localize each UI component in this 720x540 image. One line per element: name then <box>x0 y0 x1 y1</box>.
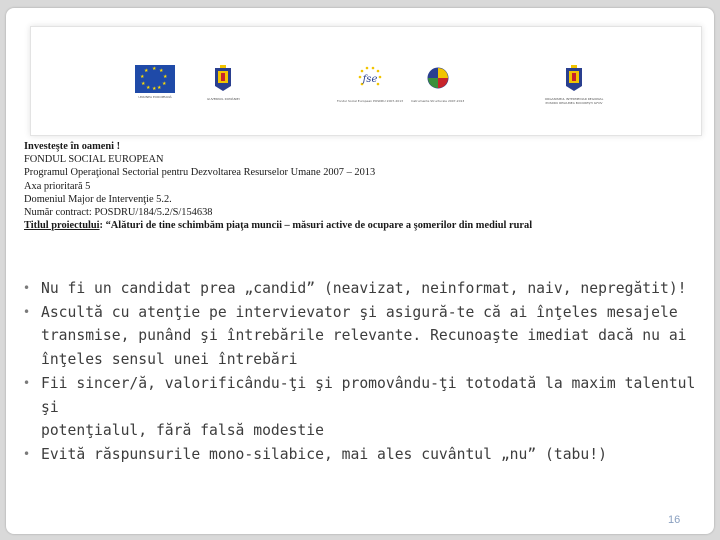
bullet-icon: • <box>23 281 31 295</box>
is-logo <box>411 65 464 103</box>
project-title <box>24 219 644 232</box>
bullet-icon: • <box>23 446 31 461</box>
oi-logo <box>539 65 609 105</box>
program-name: Programul Operaţional Sectorial pentru Dezvoltarea Resurselor Umane 2007 – 2013 <box>24 167 376 179</box>
project-info <box>24 140 644 232</box>
list-item-text: înţeles sensul unei întrebări <box>41 351 298 369</box>
eu-logo <box>135 65 175 99</box>
structural-instruments-icon <box>425 65 451 93</box>
svg-text:fse: fse <box>362 74 378 85</box>
list-item <box>20 301 710 372</box>
list-item-text: potenţialul, fără falsă modestie <box>41 422 324 440</box>
gov-logo <box>207 65 240 101</box>
project-title-value: : “Alături de tine schimbăm piaţa muncii – măsuri active de ocupare a şomerilor din mediul rural <box>99 220 533 232</box>
list-item-text: Nu fi un candidat prea „candid” (neavizat, neinformat, naiv, nepregătit)! <box>41 280 687 297</box>
slide <box>6 8 714 534</box>
intervention-domain: Domeniul Major de Intervenţie 5.2. <box>24 193 172 205</box>
is-caption: Instrumente Structurale 2007-2013 <box>411 99 465 103</box>
list-item-text: Ascultă cu atenţie pe intervievator şi asigură-te că ai înţeles mesajele <box>41 303 678 321</box>
fse-icon <box>354 65 386 93</box>
page-number: 16 <box>668 514 681 526</box>
list-item <box>20 372 710 443</box>
list-item-text: Fii sincer/ă, valorificându-ţi şi promovându-ţi totodată la maxim talentul şi <box>41 374 696 416</box>
list-item <box>20 277 710 301</box>
fse-logo <box>337 65 403 103</box>
list-item-text: transmise, punând şi întrebările relevante. Recunoaşte imediat dacă nu ai <box>41 327 687 345</box>
fse-caption: Fondul Social European POSDRU 2007-2013 <box>337 99 404 103</box>
fund-name: FONDUL SOCIAL EUROPEAN <box>24 154 164 166</box>
oi-caption: ORGANISMUL INTERMEDIAR REGIONAL POSDRU REGIUNEA BUCUREȘTI ILFOV <box>544 97 604 105</box>
slogan: Investeşte în oameni ! <box>24 141 121 152</box>
priority-axis: Axa prioritară 5 <box>24 180 91 192</box>
eu-caption: UNIUNEA EUROPEANĂ <box>138 95 172 99</box>
contract-number: Număr contract: POSDRU/184/5.2/S/154638 <box>24 207 213 219</box>
romania-crest-icon <box>214 65 232 91</box>
bullet-icon: • <box>23 304 31 319</box>
list-item <box>20 443 710 467</box>
romania-crest-icon <box>565 65 583 91</box>
eu-flag-icon: ★ ★ ★ ★ ★ ★ ★ ★ ★ ★ <box>135 65 175 93</box>
logo-strip <box>30 26 702 136</box>
list-item-text: Evită răspunsurile mono-silabice, mai ales cuvântul „nu” (tabu!) <box>41 445 607 463</box>
bullet-icon: • <box>23 375 31 390</box>
gov-caption: GUVERNUL ROMÂNIEI <box>207 97 240 101</box>
project-title-label: Titlul proiectului <box>24 220 100 232</box>
bullet-list <box>20 277 710 467</box>
